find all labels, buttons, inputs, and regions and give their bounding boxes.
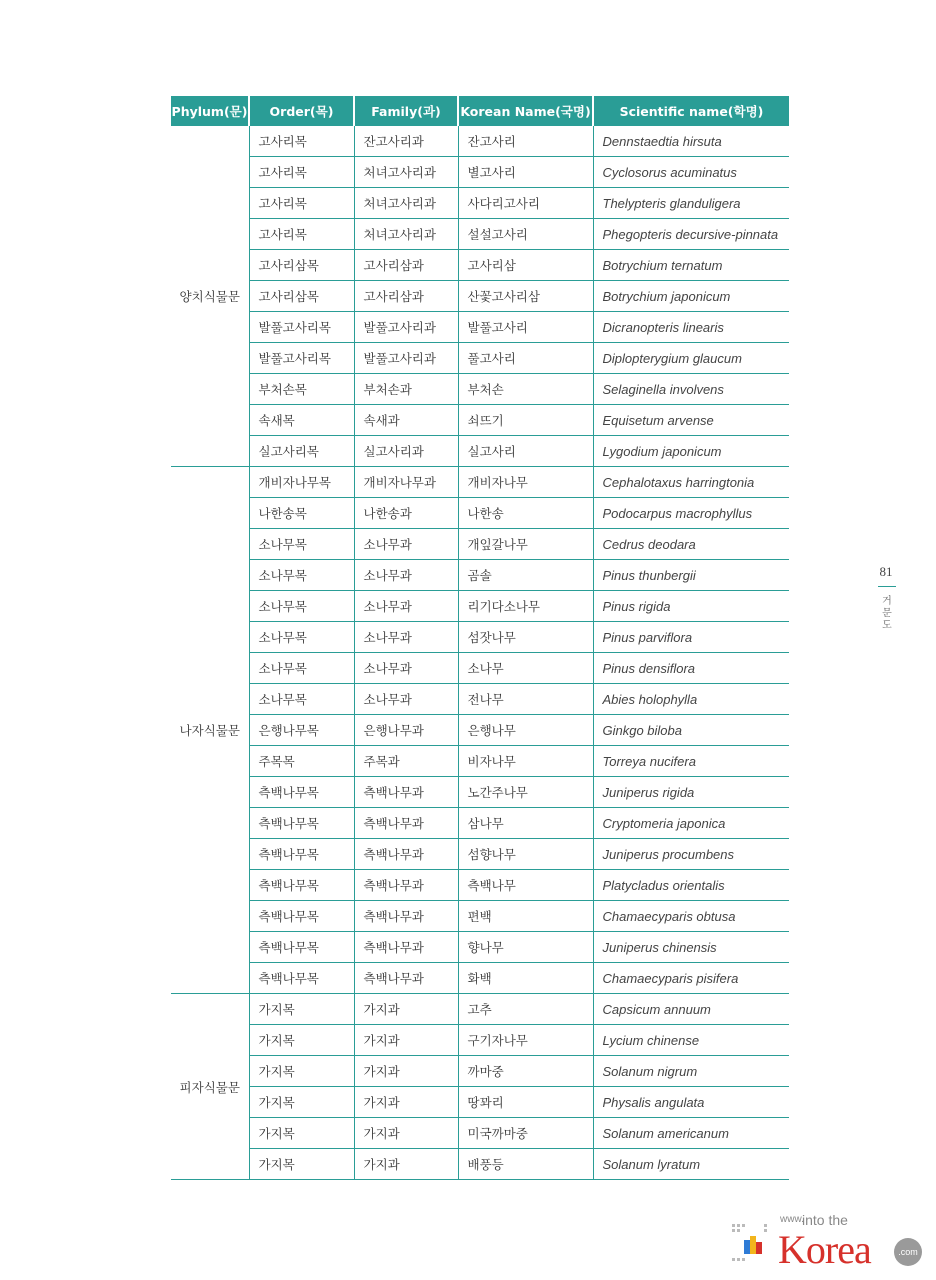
- scientific-name-cell: Dicranopteris linearis: [593, 312, 789, 343]
- family-cell: 처녀고사리과: [354, 188, 458, 219]
- table-row: [171, 777, 789, 808]
- phylum-cell: 나자식물문: [171, 467, 249, 994]
- scientific-name-cell: Botrychium japonicum: [593, 281, 789, 312]
- order-cell: 발풀고사리목: [249, 343, 354, 374]
- korean-name-cell: 나한송: [458, 498, 593, 529]
- phylum-cell: 피자식물문: [171, 994, 249, 1180]
- family-cell: 은행나무과: [354, 715, 458, 746]
- table-row: [171, 839, 789, 870]
- korean-name-cell: 전나무: [458, 684, 593, 715]
- family-cell: 발풀고사리과: [354, 312, 458, 343]
- family-cell: 가지과: [354, 1025, 458, 1056]
- scientific-name-cell: Cephalotaxus harringtonia: [593, 467, 789, 498]
- logo-suffix-badge: .com: [894, 1238, 922, 1266]
- order-cell: 소나무목: [249, 653, 354, 684]
- korean-name-cell: 삼나무: [458, 808, 593, 839]
- korean-name-cell: 부처손: [458, 374, 593, 405]
- korean-name-cell: 실고사리: [458, 436, 593, 467]
- table-row: [171, 901, 789, 932]
- scientific-name-cell: Dennstaedtia hirsuta: [593, 126, 789, 157]
- order-cell: 가지목: [249, 1149, 354, 1180]
- header-phylum: Phylum(문): [171, 96, 249, 126]
- korean-name-cell: 개잎갈나무: [458, 529, 593, 560]
- korean-name-cell: 섬잣나무: [458, 622, 593, 653]
- scientific-name-cell: Physalis angulata: [593, 1087, 789, 1118]
- family-cell: 소나무과: [354, 653, 458, 684]
- family-cell: 소나무과: [354, 591, 458, 622]
- order-cell: 측백나무목: [249, 963, 354, 994]
- table-row: [171, 684, 789, 715]
- order-cell: 측백나무목: [249, 901, 354, 932]
- table-row: [171, 622, 789, 653]
- scientific-name-cell: Lygodium japonicum: [593, 436, 789, 467]
- table-row: [171, 591, 789, 622]
- order-cell: 고사리목: [249, 157, 354, 188]
- scientific-name-cell: Solanum nigrum: [593, 1056, 789, 1087]
- korean-name-cell: 개비자나무: [458, 467, 593, 498]
- order-cell: 발풀고사리목: [249, 312, 354, 343]
- table-row: [171, 188, 789, 219]
- order-cell: 소나무목: [249, 591, 354, 622]
- table-row: [171, 436, 789, 467]
- table-row: [171, 1149, 789, 1180]
- order-cell: 측백나무목: [249, 777, 354, 808]
- scientific-name-cell: Cryptomeria japonica: [593, 808, 789, 839]
- order-cell: 부처손목: [249, 374, 354, 405]
- korean-name-cell: 구기자나무: [458, 1025, 593, 1056]
- scientific-name-cell: Solanum lyratum: [593, 1149, 789, 1180]
- table-header-row: [171, 96, 789, 126]
- korean-name-cell: 노간주나무: [458, 777, 593, 808]
- scientific-name-cell: Phegopteris decursive-pinnata: [593, 219, 789, 250]
- order-cell: 고사리목: [249, 219, 354, 250]
- order-cell: 속새목: [249, 405, 354, 436]
- korean-name-cell: 풀고사리: [458, 343, 593, 374]
- order-cell: 나한송목: [249, 498, 354, 529]
- table-row: [171, 870, 789, 901]
- order-cell: 가지목: [249, 994, 354, 1025]
- order-cell: 소나무목: [249, 529, 354, 560]
- order-cell: 가지목: [249, 1056, 354, 1087]
- family-cell: 나한송과: [354, 498, 458, 529]
- family-cell: 측백나무과: [354, 870, 458, 901]
- korean-name-cell: 잔고사리: [458, 126, 593, 157]
- plant-species-table: [171, 96, 789, 1180]
- table-row: [171, 405, 789, 436]
- table-row: [171, 1087, 789, 1118]
- family-cell: 가지과: [354, 1118, 458, 1149]
- korean-name-cell: 사다리고사리: [458, 188, 593, 219]
- scientific-name-cell: Capsicum annuum: [593, 994, 789, 1025]
- korean-name-cell: 쇠뜨기: [458, 405, 593, 436]
- table-row: [171, 994, 789, 1025]
- order-cell: 측백나무목: [249, 839, 354, 870]
- scientific-name-cell: Pinus densiflora: [593, 653, 789, 684]
- korean-name-cell: 측백나무: [458, 870, 593, 901]
- scientific-name-cell: Cedrus deodara: [593, 529, 789, 560]
- page-number: 81: [879, 564, 893, 579]
- family-cell: 측백나무과: [354, 901, 458, 932]
- order-cell: 은행나무목: [249, 715, 354, 746]
- korean-name-cell: 곰솔: [458, 560, 593, 591]
- section-title: 거문도: [882, 596, 892, 631]
- korean-name-cell: 소나무: [458, 653, 593, 684]
- family-cell: 소나무과: [354, 560, 458, 591]
- order-cell: 가지목: [249, 1025, 354, 1056]
- family-cell: 측백나무과: [354, 808, 458, 839]
- scientific-name-cell: Abies holophylla: [593, 684, 789, 715]
- table-row: [171, 374, 789, 405]
- family-cell: 부처손과: [354, 374, 458, 405]
- scientific-name-cell: Solanum americanum: [593, 1118, 789, 1149]
- order-cell: 고사리삼목: [249, 281, 354, 312]
- scientific-name-cell: Juniperus chinensis: [593, 932, 789, 963]
- scientific-name-cell: Chamaecyparis pisifera: [593, 963, 789, 994]
- korean-name-cell: 화백: [458, 963, 593, 994]
- scientific-name-cell: Juniperus rigida: [593, 777, 789, 808]
- korean-name-cell: 까마중: [458, 1056, 593, 1087]
- order-cell: 측백나무목: [249, 808, 354, 839]
- page-number-rule: [878, 586, 896, 587]
- table-row: [171, 343, 789, 374]
- scientific-name-cell: Pinus parviflora: [593, 622, 789, 653]
- table-row: [171, 1118, 789, 1149]
- family-cell: 측백나무과: [354, 932, 458, 963]
- table-row: [171, 281, 789, 312]
- order-cell: 고사리삼목: [249, 250, 354, 281]
- table-row: [171, 157, 789, 188]
- scientific-name-cell: Torreya nucifera: [593, 746, 789, 777]
- scientific-name-cell: Pinus rigida: [593, 591, 789, 622]
- family-cell: 가지과: [354, 1087, 458, 1118]
- scientific-name-cell: Platycladus orientalis: [593, 870, 789, 901]
- family-cell: 개비자나무과: [354, 467, 458, 498]
- header-family: Family(과): [354, 96, 458, 126]
- family-cell: 소나무과: [354, 529, 458, 560]
- family-cell: 처녀고사리과: [354, 219, 458, 250]
- scientific-name-cell: Pinus thunbergii: [593, 560, 789, 591]
- table-row: [171, 1056, 789, 1087]
- scientific-name-cell: Cyclosorus acuminatus: [593, 157, 789, 188]
- order-cell: 소나무목: [249, 684, 354, 715]
- family-cell: 소나무과: [354, 684, 458, 715]
- korean-name-cell: 편백: [458, 901, 593, 932]
- family-cell: 가지과: [354, 1056, 458, 1087]
- table-row: [171, 715, 789, 746]
- scientific-name-cell: Botrychium ternatum: [593, 250, 789, 281]
- order-cell: 고사리목: [249, 126, 354, 157]
- table-row: [171, 746, 789, 777]
- korean-name-cell: 고추: [458, 994, 593, 1025]
- family-cell: 측백나무과: [354, 963, 458, 994]
- family-cell: 잔고사리과: [354, 126, 458, 157]
- family-cell: 실고사리과: [354, 436, 458, 467]
- header-korean-name: Korean Name(국명): [458, 96, 593, 126]
- order-cell: 가지목: [249, 1118, 354, 1149]
- order-cell: 개비자나무목: [249, 467, 354, 498]
- logo-pixel-icon: [730, 1222, 774, 1266]
- korean-name-cell: 고사리삼: [458, 250, 593, 281]
- table-row: [171, 1025, 789, 1056]
- table-row: [171, 219, 789, 250]
- phylum-cell: 양치식물문: [171, 126, 249, 467]
- scientific-name-cell: Diplopterygium glaucum: [593, 343, 789, 374]
- scientific-name-cell: Selaginella involvens: [593, 374, 789, 405]
- table-row: [171, 963, 789, 994]
- order-cell: 소나무목: [249, 622, 354, 653]
- scientific-name-cell: Equisetum arvense: [593, 405, 789, 436]
- table-body: [171, 126, 789, 1180]
- korean-name-cell: 향나무: [458, 932, 593, 963]
- family-cell: 가지과: [354, 994, 458, 1025]
- scientific-name-cell: Chamaecyparis obtusa: [593, 901, 789, 932]
- family-cell: 고사리삼과: [354, 281, 458, 312]
- scientific-name-cell: Lycium chinense: [593, 1025, 789, 1056]
- korean-name-cell: 섬향나무: [458, 839, 593, 870]
- korean-name-cell: 은행나무: [458, 715, 593, 746]
- korean-name-cell: 발풀고사리: [458, 312, 593, 343]
- table-row: [171, 808, 789, 839]
- table-row: [171, 467, 789, 498]
- table-row: [171, 312, 789, 343]
- korean-name-cell: 비자나무: [458, 746, 593, 777]
- order-cell: 소나무목: [249, 560, 354, 591]
- order-cell: 가지목: [249, 1087, 354, 1118]
- korean-name-cell: 별고사리: [458, 157, 593, 188]
- korean-name-cell: 땅꽈리: [458, 1087, 593, 1118]
- order-cell: 주목목: [249, 746, 354, 777]
- scientific-name-cell: Juniperus procumbens: [593, 839, 789, 870]
- order-cell: 실고사리목: [249, 436, 354, 467]
- korean-name-cell: 산꽃고사리삼: [458, 281, 593, 312]
- family-cell: 고사리삼과: [354, 250, 458, 281]
- scientific-name-cell: Thelypteris glanduligera: [593, 188, 789, 219]
- header-scientific-name: Scientific name(학명): [593, 96, 789, 126]
- family-cell: 가지과: [354, 1149, 458, 1180]
- order-cell: 측백나무목: [249, 932, 354, 963]
- table-row: [171, 932, 789, 963]
- table-row: [171, 250, 789, 281]
- header-order: Order(목): [249, 96, 354, 126]
- family-cell: 측백나무과: [354, 839, 458, 870]
- order-cell: 고사리목: [249, 188, 354, 219]
- korean-name-cell: 배풍등: [458, 1149, 593, 1180]
- family-cell: 측백나무과: [354, 777, 458, 808]
- family-cell: 속새과: [354, 405, 458, 436]
- logo-tagline: into the: [802, 1212, 848, 1228]
- table-row: [171, 529, 789, 560]
- scientific-name-cell: Podocarpus macrophyllus: [593, 498, 789, 529]
- family-cell: 소나무과: [354, 622, 458, 653]
- family-cell: 발풀고사리과: [354, 343, 458, 374]
- korean-name-cell: 리기다소나무: [458, 591, 593, 622]
- table-row: [171, 560, 789, 591]
- korean-name-cell: 설설고사리: [458, 219, 593, 250]
- family-cell: 처녀고사리과: [354, 157, 458, 188]
- family-cell: 주목과: [354, 746, 458, 777]
- order-cell: 측백나무목: [249, 870, 354, 901]
- table-row: [171, 126, 789, 157]
- logo-brand: Korea: [778, 1227, 871, 1272]
- scientific-name-cell: Ginkgo biloba: [593, 715, 789, 746]
- table-row: [171, 498, 789, 529]
- korean-name-cell: 미국까마중: [458, 1118, 593, 1149]
- logo-prefix: www.: [780, 1214, 804, 1225]
- into-the-korea-logo: [730, 1212, 926, 1274]
- table-row: [171, 653, 789, 684]
